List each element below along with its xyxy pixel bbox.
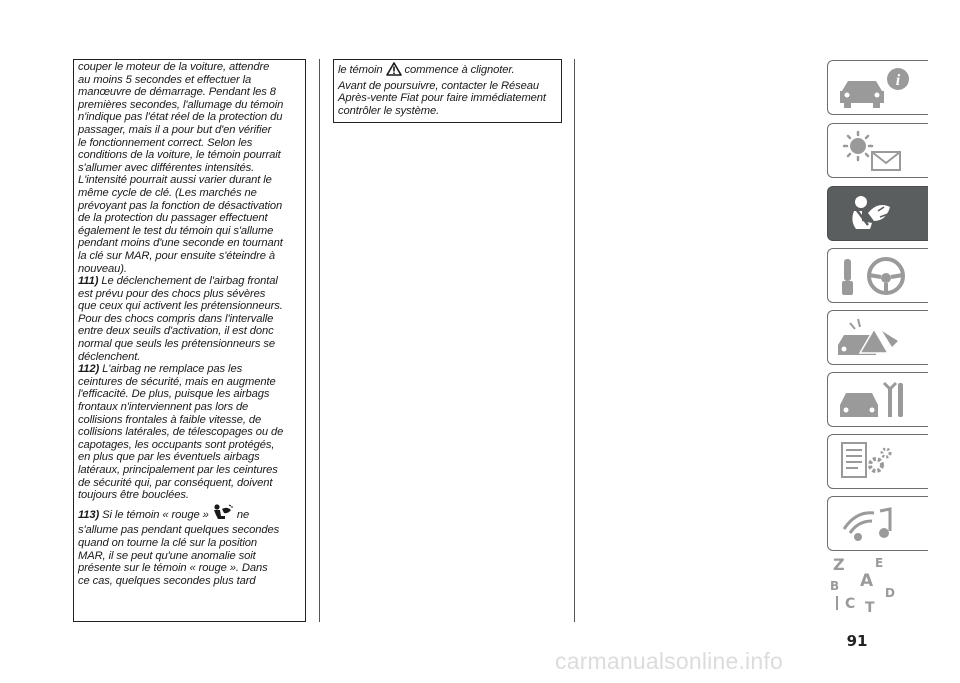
section-tab-technical-data[interactable]: [827, 434, 928, 489]
multimedia-icon: [828, 497, 929, 552]
text-line: le témoin: [338, 64, 383, 76]
note-number: 112): [78, 363, 100, 376]
text-line: contrôler le système.: [338, 104, 440, 117]
section-tab-warning-lights[interactable]: [827, 123, 928, 178]
index-letter: D: [885, 586, 895, 600]
section-tab-starting-driving[interactable]: [827, 248, 928, 303]
page-number: 91: [846, 632, 868, 650]
note-number: 111): [78, 275, 99, 288]
text-line: n'indique pas l'état réel de la protection du: [78, 111, 283, 124]
text-line: le fonctionnement correct. Selon les: [78, 136, 253, 149]
text-line: collisions frontales à faible vitesse, de: [78, 413, 262, 426]
text-line: prévoyant pas la fonction de désactivation: [78, 199, 283, 212]
text-line: toujours être bouclées.: [78, 489, 189, 502]
text-line: L'intensité pourrait aussi varier durant le: [78, 174, 272, 187]
index-letter: B: [830, 579, 840, 593]
column-divider: [319, 59, 320, 622]
text-line: l'efficacité. De plus, puisque les airbags: [78, 388, 270, 401]
section-tab-multimedia[interactable]: [827, 496, 928, 551]
text-line: entre deux seuils d'activation, il est donc: [78, 325, 274, 338]
text-line: également le test du témoin qui s'allume: [78, 224, 274, 237]
airbag-warning-light-icon: [212, 504, 234, 525]
text-line: Si le témoin « rouge »: [102, 508, 209, 521]
section-tab-emergency[interactable]: [827, 310, 928, 365]
note-113: [78, 504, 301, 588]
column-divider: [574, 59, 575, 622]
text-line: s'allumer avec différentes intensités.: [78, 161, 255, 174]
safety-seatbelt-airbag-icon: [828, 187, 929, 242]
note-111: [78, 275, 301, 363]
steering-wheel-key-icon: [828, 249, 929, 304]
section-tab-safety[interactable]: [827, 186, 928, 241]
car-info-icon: [828, 61, 929, 116]
text-line: commence à clignoter.: [404, 64, 515, 76]
text-line: MAR, il se peut qu'une anomalie soit: [78, 549, 256, 562]
text-line: en plus que par les éventuels airbags: [78, 451, 260, 464]
text-line: capotages, les occupants sont protégés,: [78, 438, 275, 451]
text-line: Pour des chocs compris dans l'intervalle: [78, 312, 274, 325]
text-line: déclenchent.: [78, 350, 141, 363]
text-line: manœuvre de démarrage. Pendant les 8: [78, 86, 276, 99]
text-line: passager, mais il a pour but d'en vérifier: [78, 123, 272, 136]
text-line: même cycle de clé. (Les marchés ne: [78, 186, 257, 199]
note-112: [78, 363, 301, 502]
text-line: premières secondes, l'allumage du témoin: [78, 98, 284, 111]
text-line: s'allume pas pendant quelques secondes: [78, 524, 280, 537]
text-line: la clé sur MAR, pour ensuite s'éteindre à: [78, 249, 276, 262]
alphabetical-index-icon: [827, 552, 928, 612]
text-line: nouveau).: [78, 262, 127, 275]
warning-triangle-icon: [386, 62, 402, 80]
text-line: Avant de poursuivre, contacter le Réseau: [338, 79, 540, 92]
text-line: Le déclenchement de l'airbag frontal: [101, 275, 278, 288]
right-text-box: [333, 59, 562, 123]
left-text-box: [73, 59, 306, 622]
technical-data-icon: [828, 435, 929, 490]
maintenance-tools-icon: [828, 373, 929, 428]
svg-text:i: i: [895, 72, 901, 89]
continuation-paragraph: [338, 62, 557, 117]
text-line: de la protection du passager effectuent: [78, 212, 268, 225]
text-line: ne: [236, 508, 250, 521]
text-line: de sécurité qui, par conséquent, doivent: [78, 476, 273, 489]
text-line: couper le moteur de la voiture, attendre: [78, 61, 270, 73]
text-line: que ceux qui activent les prétensionneurs.: [78, 300, 283, 313]
index-letter: E: [875, 556, 884, 570]
text-line: au moins 5 secondes et effectuer la: [78, 73, 252, 86]
text-line: Après-vente Fiat pour faire immédiatement: [338, 92, 546, 105]
text-line: ceintures de sécurité, mais en augmente: [78, 375, 276, 388]
section-tab-maintenance[interactable]: [827, 372, 928, 427]
section-tab-index[interactable]: [827, 552, 928, 612]
text-line: frontaux n'interviennent pas lors de: [78, 401, 249, 414]
text-line: normal que seuls les prétensionneurs se: [78, 338, 275, 351]
index-letter: A: [860, 571, 874, 591]
watermark: carmanualsonline.info: [555, 648, 783, 674]
index-letter: C: [845, 596, 856, 612]
index-letter: T: [865, 600, 875, 612]
text-line: conditions de la voiture, le témoin pourrait: [78, 149, 281, 162]
warning-lights-icon: [828, 124, 929, 179]
emergency-breakdown-icon: [828, 311, 929, 366]
index-letter: Z: [833, 555, 845, 574]
text-line: quand on tourne la clé sur la position: [78, 536, 258, 549]
text-line: latéraux, principalement par les ceintures: [78, 464, 278, 476]
text-line: présente sur le témoin « rouge ». Dans: [78, 562, 268, 575]
text-line: ce cas, quelques secondes plus tard: [78, 574, 256, 587]
text-line: pendant moins d'une seconde en tournant: [78, 237, 283, 250]
text-line: est prévu pour des chocs plus sévères: [78, 287, 266, 300]
note-number: 113): [78, 508, 100, 521]
intro-paragraph: [78, 61, 301, 275]
text-line: L'airbag ne remplace pas les: [102, 363, 243, 376]
section-tab-car-info[interactable]: [827, 60, 928, 115]
text-line: collisions latérales, de télescopages ou de: [78, 426, 284, 439]
